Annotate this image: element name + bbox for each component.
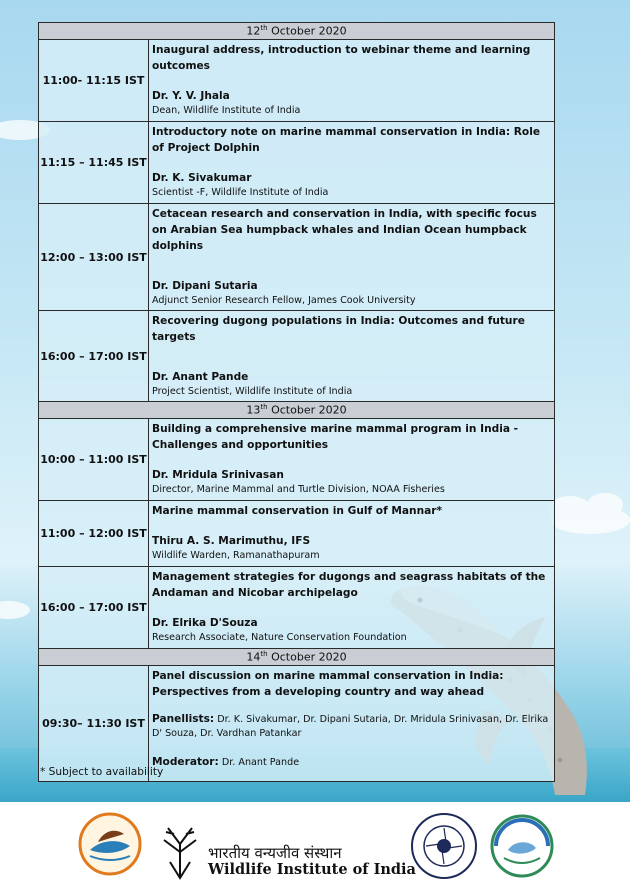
day-number: 12 [246, 24, 261, 38]
session-row [39, 311, 555, 402]
sustainable-environment-seal [410, 812, 478, 880]
schedule-table [38, 22, 555, 782]
session-row [39, 567, 555, 649]
session-speaker: Thiru A. S. Marimuthu, IFS [152, 535, 311, 547]
session-title: Cetacean research and conservation in India, with specific focus on Arabian Sea humpback whales and Indian Ocean humpback dolphins [152, 208, 537, 252]
session-affiliation: Dean, Wildlife Institute of India [152, 105, 301, 116]
session-row [39, 204, 555, 311]
moderator-name: Dr. Anant Pande [221, 757, 300, 768]
wii-emblem-icon [156, 822, 204, 880]
session-title: Inaugural address, introduction to webinar theme and learning outcomes [152, 44, 531, 72]
campa-logo [490, 814, 554, 878]
session-row [39, 419, 555, 501]
session-details [149, 122, 555, 204]
day-number: 14 [246, 650, 261, 664]
day-suffix: th [260, 403, 268, 412]
session-affiliation: Adjunct Senior Research Fellow, James Cook University [152, 295, 416, 306]
moderator-label: Moderator: [152, 756, 219, 768]
session-title: Panel discussion on marine mammal conservation in India: Perspectives from a developing country and way ahead [152, 670, 504, 698]
session-speaker: Dr. Dipani Sutaria [152, 280, 258, 292]
session-title: Recovering dugong populations in India: Outcomes and future targets [152, 315, 525, 343]
footnote: * Subject to availability [40, 766, 164, 778]
session-speaker: Dr. Elrika D'Souza [152, 617, 258, 629]
session-details [149, 666, 555, 782]
session-title: Marine mammal conservation in Gulf of Mannar* [152, 505, 443, 517]
session-speaker: Dr. Mridula Srinivasan [152, 469, 284, 481]
panellists-names: Dr. K. Sivakumar, Dr. Dipani Sutaria, Dr. Mridula Srinivasan, Dr. Elrika D' Souza, Dr. Vardhan Patankar [152, 714, 549, 739]
moderator [152, 755, 551, 770]
day-month-year: October 2020 [271, 403, 347, 417]
session-speaker: Dr. Anant Pande [152, 371, 249, 383]
session-row [39, 501, 555, 567]
session-time: 10:00 – 11:00 IST [39, 419, 149, 501]
session-affiliation: Director, Marine Mammal and Turtle Division, NOAA Fisheries [152, 484, 445, 495]
session-details [149, 419, 555, 501]
session-title: Management strategies for dugongs and seagrass habitats of the Andaman and Nicobar archipelago [152, 571, 546, 599]
session-title: Building a comprehensive marine mammal program in India - Challenges and opportunities [152, 423, 519, 451]
session-time: 11:00- 11:15 IST [39, 40, 149, 122]
session-time: 09:30– 11:30 IST [39, 666, 149, 782]
day-suffix: th [260, 650, 268, 659]
day-header [39, 23, 555, 40]
session-details [149, 567, 555, 649]
session-affiliation: Project Scientist, Wildlife Institute of India [152, 386, 353, 397]
session-details [149, 311, 555, 402]
session-details [149, 501, 555, 567]
session-row [39, 122, 555, 204]
session-time: 11:15 – 11:45 IST [39, 122, 149, 204]
session-time: 11:00 – 12:00 IST [39, 501, 149, 567]
session-affiliation: Wildlife Warden, Ramanathapuram [152, 550, 320, 561]
wii-name-english: Wildlife Institute of India [208, 861, 416, 878]
panellists [152, 712, 551, 741]
session-details [149, 40, 555, 122]
session-details [149, 204, 555, 311]
day-month-year: October 2020 [271, 650, 347, 664]
day-header [39, 402, 555, 419]
session-time: 16:00 – 17:00 IST [39, 567, 149, 649]
session-speaker: Dr. Y. V. Jhala [152, 90, 230, 102]
session-row [39, 40, 555, 122]
day-suffix: th [260, 24, 268, 33]
session-time: 12:00 – 13:00 IST [39, 204, 149, 311]
session-time: 16:00 – 17:00 IST [39, 311, 149, 402]
session-title: Introductory note on marine mammal conservation in India: Role of Project Dolphin [152, 126, 541, 154]
panel-row [39, 666, 555, 782]
day-header [39, 649, 555, 666]
wii-name-hindi: भारतीय वन्यजीव संस्थान [208, 844, 342, 862]
panellists-label: Panellists: [152, 713, 215, 725]
day-number: 13 [246, 403, 261, 417]
session-affiliation: Scientist -F, Wildlife Institute of India [152, 187, 329, 198]
session-affiliation: Research Associate, Nature Conservation Foundation [152, 632, 407, 643]
project-dolphin-logo [78, 812, 142, 876]
day-month-year: October 2020 [271, 24, 347, 38]
session-speaker: Dr. K. Sivakumar [152, 172, 252, 184]
